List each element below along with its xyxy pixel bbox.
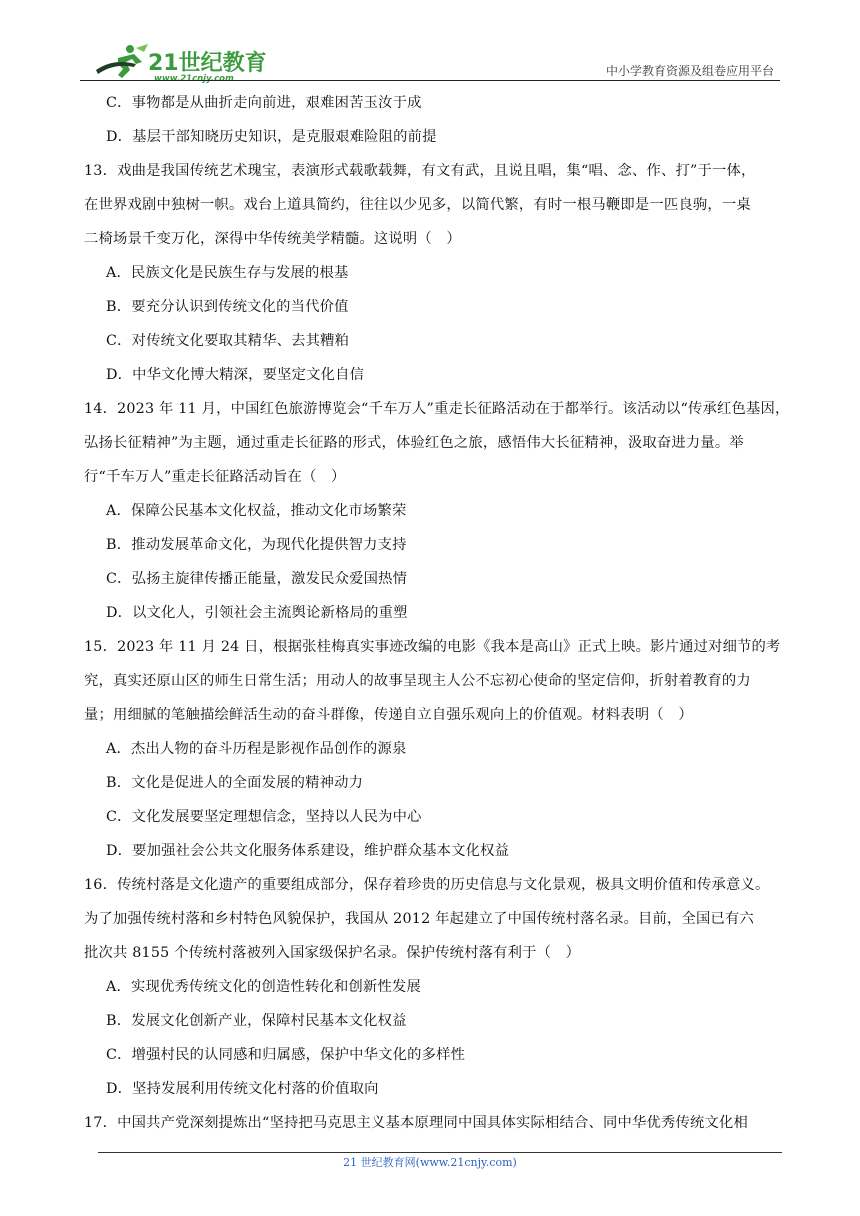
page-footer: 21 世纪教育网(www.21cnjy.com) <box>343 1156 517 1169</box>
answer-option: C．增强村民的认同感和归属感，保护中华文化的多样性 <box>106 1047 466 1063</box>
footer-divider <box>98 1152 782 1153</box>
answer-option: A．保障公民基本文化权益，推动文化市场繁荣 <box>106 503 407 519</box>
question-text-line: 行“千车万人”重走长征路活动旨在（ ） <box>84 469 346 485</box>
question-text-line: 弘扬长征精神”为主题，通过重走长征路的形式，体验红色之旅，感悟伟大长征精神，汲取奋进力量。举 <box>84 435 744 451</box>
answer-option: A．杰出人物的奋斗历程是影视作品创作的源泉 <box>106 741 407 757</box>
question-text-line: 15．2023 年 11 月 24 日，根据张桂梅真实事迹改编的电影《我本是高山》正式上映。影片通过对细节的考 <box>84 639 781 655</box>
answer-option: D．坚持发展利用传统文化村落的价值取向 <box>106 1081 379 1097</box>
question-text-line: 二椅场景千变万化，深得中华传统美学精髓。这说明（ ） <box>84 231 461 247</box>
question-text-line: 批次共 8155 个传统村落被列入国家级保护名录。保护传统村落有利于（ ） <box>84 945 581 961</box>
answer-option: A．实现优秀传统文化的创造性转化和创新性发展 <box>106 979 421 995</box>
answer-option: D．中华文化博大精深，要坚定文化自信 <box>106 367 365 383</box>
answer-option: B．要充分认识到传统文化的当代价值 <box>106 299 349 315</box>
question-text-line: 为了加强传统村落和乡村特色风貌保护，我国从 2012 年起建立了中国传统村落名录。目前，全国已有六 <box>84 911 755 927</box>
question-text-line: 17．中国共产党深刻提炼出“坚持把马克思主义基本原理同中国具体实际相结合、同中华优秀传统文化相 <box>84 1115 748 1131</box>
answer-option: D．基层干部知晓历史知识，是克服艰难险阻的前提 <box>106 129 437 145</box>
svg-text:www.21cnjy.com: www.21cnjy.com <box>154 74 234 84</box>
question-content <box>84 86 790 1140</box>
answer-option: C．事物都是从曲折走向前进，艰难困苦玉汝于成 <box>106 95 422 111</box>
site-logo <box>90 40 280 84</box>
question-text-line: 16．传统村落是文化遗产的重要组成部分，保存着珍贵的历史信息与文化景观，极具文明价值和传承意义。 <box>84 877 770 893</box>
header-divider <box>80 80 780 81</box>
question-text-line: 量；用细腻的笔触描绘鲜活生动的奋斗群像，传递自立自强乐观向上的价值观。材料表明（ ） <box>84 707 693 723</box>
runner-icon <box>96 44 148 78</box>
answer-option: D．要加强社会公共文化服务体系建设，维护群众基本文化权益 <box>106 843 510 859</box>
answer-option: C．文化发展要坚定理想信念，坚持以人民为中心 <box>106 809 422 825</box>
svg-text:21世纪教育: 21世纪教育 <box>148 51 267 76</box>
answer-option: D．以文化人，引领社会主流舆论新格局的重塑 <box>106 605 408 621</box>
question-text-line: 13．戏曲是我国传统艺术瑰宝，表演形式载歌载舞，有文有武，且说且唱，集“唱、念、作、打”于一体， <box>84 163 756 179</box>
question-text-line: 究，真实还原山区的师生日常生活；用动人的故事呈现主人公不忘初心使命的坚定信仰，折射着教育的力 <box>84 673 751 689</box>
answer-option: A．民族文化是民族生存与发展的根基 <box>106 265 349 281</box>
answer-option: B．文化是促进人的全面发展的精神动力 <box>106 775 364 791</box>
page-header <box>80 40 780 84</box>
answer-option: B．推动发展革命文化，为现代化提供智力支持 <box>106 537 407 553</box>
answer-option: B．发展文化创新产业，保障村民基本文化权益 <box>106 1013 407 1029</box>
question-text-line: 在世界戏剧中独树一帜。戏台上道具简约，往往以少见多，以简代繁，有时一根马鞭即是一匹良驹，一桌 <box>84 197 751 213</box>
platform-name: 中小学教育资源及组卷应用平台 <box>605 64 774 78</box>
answer-option: C．对传统文化要取其精华、去其糟粕 <box>106 333 350 349</box>
question-text-line: 14．2023 年 11 月，中国红色旅游博览会“千车万人”重走长征路活动在于都举行。该活动以“传承红色基因， <box>84 401 790 417</box>
answer-option: C．弘扬主旋律传播正能量，激发民众爱国热情 <box>106 571 408 587</box>
